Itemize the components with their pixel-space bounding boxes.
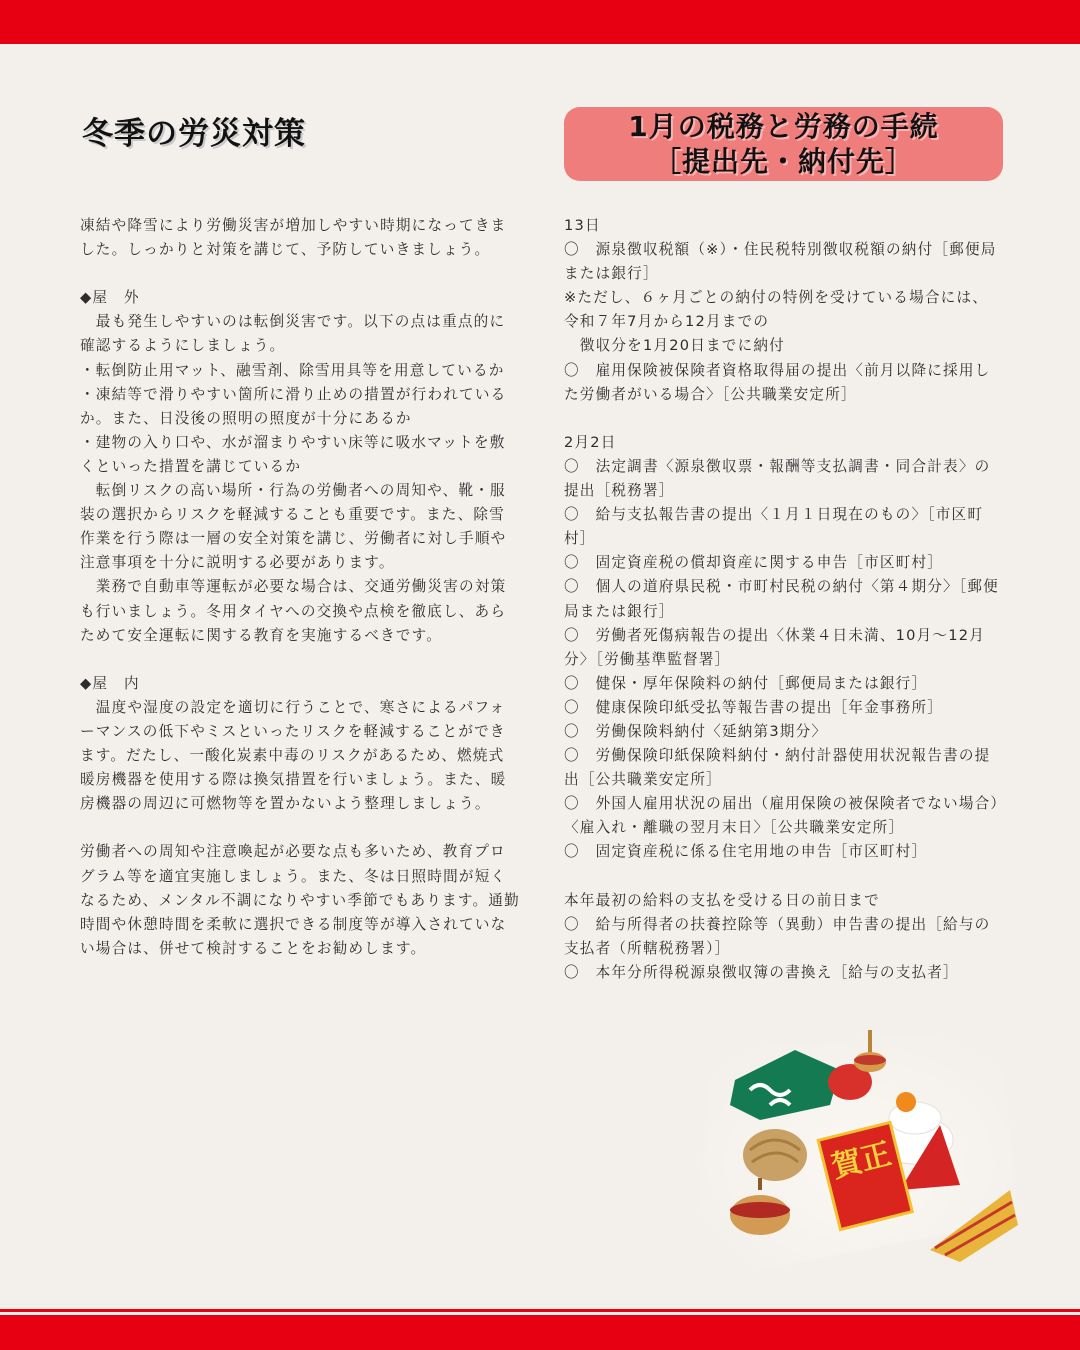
outdoor-lead: 最も発生しやすいのは転倒災害です。以下の点は重点的に確認するようにしましょう。 — [80, 313, 506, 355]
top-red-band — [0, 0, 1080, 44]
right-title-line2: ［提出先・納付先］ — [652, 145, 914, 178]
procedure-item: 〇 健康保険印紙受払等報告書の提出［年金事務所］ — [564, 698, 944, 716]
procedure-item: 〇 労働者死傷病報告の提出〈休業４日未満、10月～12月分〉［労働基準監督署］ — [564, 626, 985, 668]
outdoor-item: ・建物の入り口や、水が溜まりやすい床等に吸水マットを敷くといった措置を講じているか — [80, 433, 506, 475]
section2-date: 2月2日 — [564, 433, 617, 451]
intro-paragraph: 凍結や降雪により労働災害が増加しやすい時期になってきました。しっかりと対策を講じて、予防していきましょう。 — [80, 217, 507, 259]
procedure-item: 〇 外国人雇用状況の届出（雇用保険の被保険者でない場合）〈雇入れ・離職の翌月末日〉［公共職業安定所］ — [564, 795, 999, 837]
section3-heading: 本年最初の給料の支払を受ける日の前日まで — [564, 891, 880, 909]
section1-date: 13日 — [564, 217, 601, 234]
orange-icon — [896, 1092, 916, 1112]
closing-paragraph: 労働者への周知や注意喚起が必要な点も多いため、教育プログラム等を適宜実施しましょう。また、冬は日照時間が短くなるため、メンタル不調になりやすい季節でもあります。通勤時間や休憩時間を柔軟に選択できる制度等が導入されていない場合は、併せて検討することをお勧めします。 — [80, 843, 520, 957]
procedure-item: 〇 労働保険料納付〈延納第3期分〉 — [564, 722, 828, 740]
procedure-item: 〇 源泉徴収税額（※）・住民税特別徴収税額の納付［郵便局または銀行］ — [564, 241, 997, 283]
procedure-item: 〇 本年分所得税源泉徴収簿の書換え［給与の支払者］ — [564, 963, 959, 981]
right-title-line1: 1月の税務と労務の手続 — [628, 110, 939, 143]
procedure-item: 〇 給与支払報告書の提出〈１月１日現在のもの〉［市区町村］ — [564, 506, 984, 548]
left-title: 冬季の労災対策 — [82, 116, 306, 152]
procedure-note: 徴収分を1月20日までに納付 — [564, 337, 785, 355]
outdoor-item: ・凍結等で滑りやすい箇所に滑り止めの措置が行われているか。また、日没後の照明の照度が十分にあるか — [80, 385, 507, 427]
indoor-paragraph: 温度や湿度の設定を適切に行うことで、寒さによるパフォーマンスの低下やミスといったリスクを軽減することができます。だたし、一酸化炭素中毒のリスクがあるため、燃焼式暖房機器を使用する際は換気措置を行いましょう。また、暖房機器の周辺に可燃物等を置かないよう整理しましょう。 — [80, 698, 507, 813]
procedure-item: 〇 健保・厚年保険料の納付［郵便局または銀行］ — [564, 674, 928, 692]
indoor-heading: ◆屋 内 — [80, 674, 140, 692]
procedure-item: 〇 法定調書〈源泉徴収票・報酬等支払調書・同合計表〉の提出［税務署］ — [564, 457, 991, 500]
outdoor-paragraph-2: 転倒リスクの高い場所・行為の労働者への周知や、靴・服装の選択からリスクを軽減することも重要です。また、除雪作業を行う際は一層の安全対策を講じ、労働者に対し手順や注意事項を十分に説明する必要があります。 — [80, 482, 507, 572]
procedure-note: ※ただし、６ヶ月ごとの納付の特例を受けている場合には、令和７年7月から12月までの — [564, 289, 989, 331]
straw-ornament — [743, 1129, 807, 1181]
right-title-badge — [564, 107, 1003, 181]
procedure-item: 〇 労働保険印紙保険料納付・納付計器使用状況報告書の提出［公共職業安定所］ — [564, 747, 991, 789]
outdoor-heading: ◆屋 外 — [80, 289, 140, 307]
new-year-ornaments-photo — [700, 1010, 1020, 1272]
procedure-item: 〇 給与所得者の扶養控除等（異動）申告書の提出［給与の支払者（所轄税務署）］ — [564, 915, 991, 957]
procedure-item: 〇 雇用保険被保険者資格取得届の提出〈前月以降に採用した労働者がいる場合〉［公共職業安定所］ — [564, 361, 991, 403]
right-column — [564, 214, 1000, 985]
procedure-item: 〇 個人の道府県民税・市町村民税の納付〈第４期分〉［郵便局または銀行］ — [564, 578, 999, 620]
procedure-item: 〇 固定資産税の償却資産に関する申告［市区町村］ — [564, 554, 944, 572]
left-column — [80, 214, 520, 961]
procedure-item: 〇 固定資産税に係る住宅用地の申告［市区町村］ — [564, 843, 928, 861]
outdoor-item: ・転倒防止用マット、融雪剤、除雪用具等を用意しているか — [80, 361, 505, 379]
outdoor-paragraph-3: 業務で自動車等運転が必要な場合は、交通労働災害の対策も行いましょう。冬用タイヤへの交換や点検を徹底し、あらためて安全運転に関する教育を実施するべきです。 — [80, 578, 507, 644]
bottom-red-band — [0, 1312, 1080, 1350]
gasho-sign-text: 賀正 — [828, 1136, 895, 1186]
